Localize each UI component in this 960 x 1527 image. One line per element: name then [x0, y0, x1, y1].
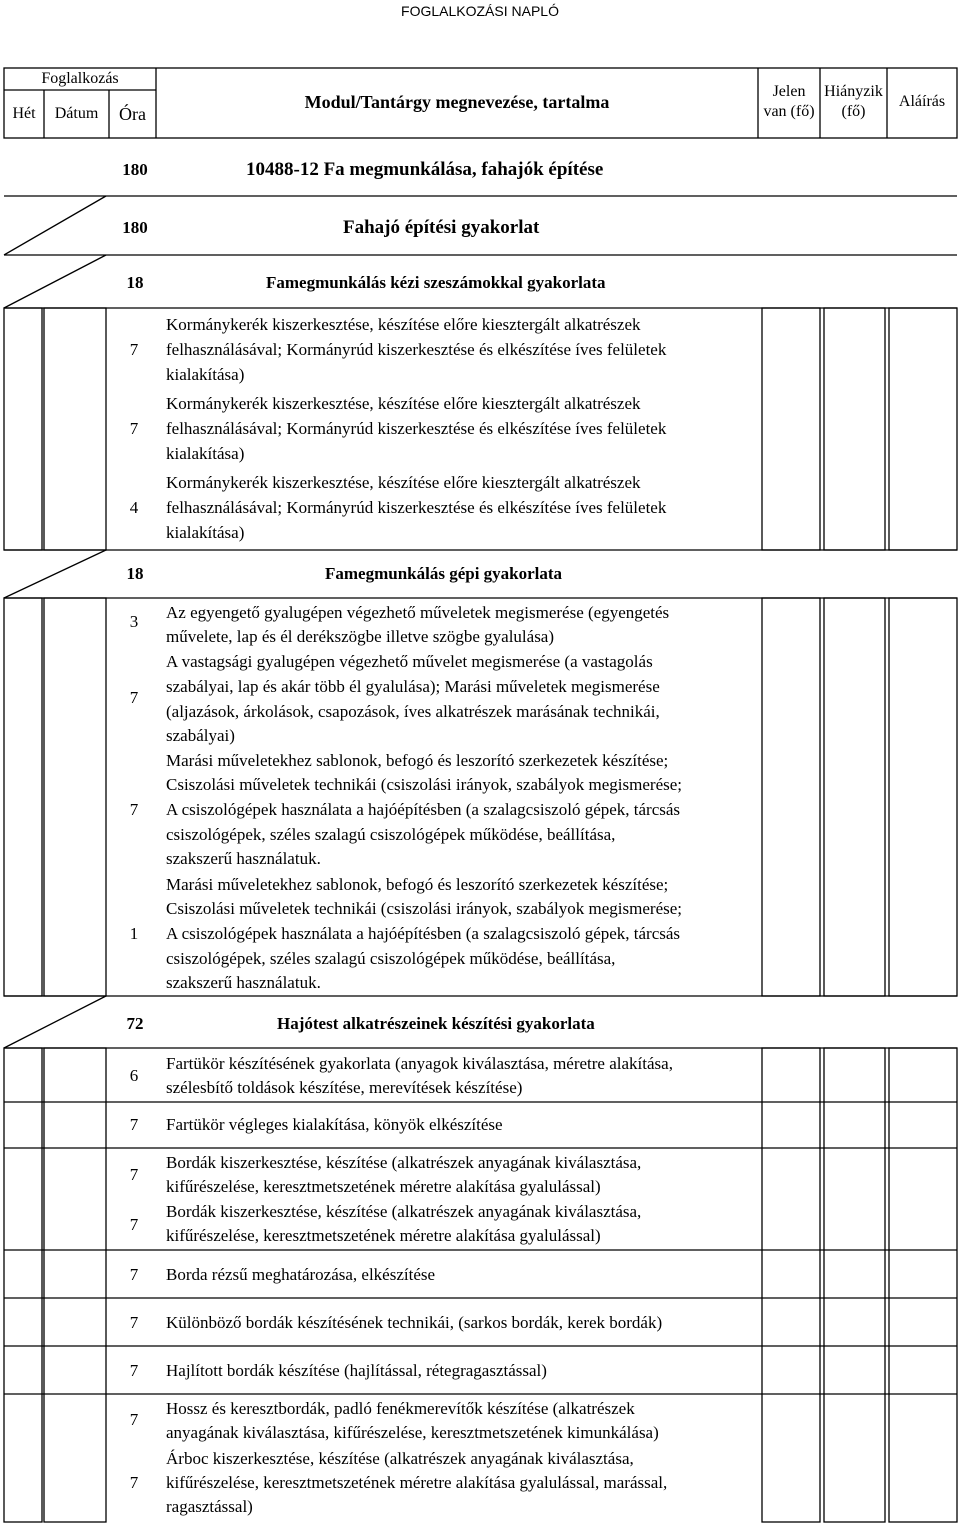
- row-text-line: felhasználásával; Kormányrúd kiszerkesztése és elkészítése íves felületek: [166, 340, 667, 359]
- topic3-hours: 72: [126, 1014, 144, 1033]
- header-hianyzik-2: (fő): [841, 103, 866, 120]
- header-alairas: Aláírás: [898, 93, 946, 110]
- row-text-line: anyagának kiválasztása, kifűrészelése, keresztmetszetének kimunkálása): [166, 1423, 659, 1442]
- row-text-line: szabályai): [166, 726, 235, 745]
- header-ora: Óra: [119, 104, 146, 124]
- row-text-line: szélesbítő toldások készítése, merevítések készítése): [166, 1078, 523, 1097]
- header-foglalkozas: Foglalkozás: [41, 70, 119, 87]
- topic2-hours: 18: [126, 564, 144, 583]
- row-hours: 7: [129, 800, 139, 819]
- row-text-line: szakszerű használatuk.: [166, 849, 321, 868]
- row-text-line: Az egyengető gyalugépen végezhető műveletek megismerése (egyengetés: [166, 603, 670, 622]
- row-hours: 6: [129, 1066, 139, 1085]
- row-text-line: Csiszolási műveletek technikái (csiszolási irányok, szabályok megismerése;: [166, 775, 682, 794]
- row-text-line: művelete, lap és él derékszögbe illetve szögbe gyalulása): [166, 627, 555, 646]
- row-hours: 7: [129, 1410, 139, 1429]
- page-title: FOGLALKOZÁSI NAPLÓ: [401, 3, 559, 19]
- row-text-line: kialakítása): [166, 365, 245, 384]
- row-text-line: Kormánykerék kiszerkesztése, készítése előre kiesztergált alkatrészek: [166, 473, 641, 492]
- row-hours: 7: [129, 1215, 139, 1234]
- header-jelen-2: van (fő): [763, 103, 815, 120]
- row-hours: 7: [129, 1165, 139, 1184]
- row-hours: 7: [129, 1473, 139, 1492]
- row-text-line: szakszerű használatuk.: [166, 973, 321, 992]
- topic2-title: Famegmunkálás gépi gyakorlata: [325, 564, 563, 583]
- topic1-hours: 18: [126, 273, 144, 292]
- row-text-line: Bordák kiszerkesztése, készítése (alkatrészek anyagának kiválasztása,: [166, 1202, 642, 1221]
- header-modul: Modul/Tantárgy megnevezése, tartalma: [304, 92, 610, 112]
- row-hours: 4: [129, 498, 139, 517]
- module-hours: 180: [122, 160, 148, 179]
- row-text-line: Hossz és keresztbordák, padló fenékmerevítők készítése (alkatrészek: [166, 1399, 635, 1418]
- row-text-line: A csiszológépek használata a hajóépítésben (a szalagcsiszoló gépek, tárcsás: [166, 924, 681, 943]
- row-text-line: Kormánykerék kiszerkesztése, készítése előre kiesztergált alkatrészek: [166, 394, 641, 413]
- row-hours: 7: [129, 340, 139, 359]
- row-text-line: Marási műveletekhez sablonok, befogó és leszorító szerkezetek készítése;: [166, 751, 669, 770]
- row-text-line: kialakítása): [166, 444, 245, 463]
- row-text-line: kifűrészelése, keresztmetszetének méretre alakítása gyalulással, marással,: [166, 1473, 668, 1492]
- row-text-line: felhasználásával; Kormányrúd kiszerkesztése és elkészítése íves felületek: [166, 498, 667, 517]
- row-text-line: Hajlított bordák készítése (hajlítással, rétegragasztással): [166, 1361, 547, 1380]
- row-hours: 7: [129, 1265, 139, 1284]
- row-hours: 7: [129, 1313, 139, 1332]
- row-text-line: Árboc kiszerkesztése, készítése (alkatrészek anyagának kiválasztása,: [166, 1449, 634, 1468]
- topic1-title: Famegmunkálás kézi szeszámokkal gyakorlata: [266, 273, 606, 292]
- row-text-line: Marási műveletekhez sablonok, befogó és leszorító szerkezetek készítése;: [166, 875, 669, 894]
- header-hianyzik-1: Hiányzik: [824, 83, 883, 100]
- header-datum: Dátum: [54, 105, 99, 122]
- row-text-line: Csiszolási műveletek technikái (csiszolási irányok, szabályok megismerése;: [166, 899, 682, 918]
- row-hours: 3: [129, 612, 139, 631]
- row-text-line: kialakítása): [166, 523, 245, 542]
- subject-hours: 180: [122, 218, 148, 237]
- row-text-line: Kormánykerék kiszerkesztése, készítése előre kiesztergált alkatrészek: [166, 315, 641, 334]
- row-text-line: Fartükör készítésének gyakorlata (anyagok kiválasztása, méretre alakítása,: [166, 1054, 673, 1073]
- row-text-line: Bordák kiszerkesztése, készítése (alkatrészek anyagának kiválasztása,: [166, 1153, 642, 1172]
- row-text-line: Fartükör végleges kialakítása, könyök elkészítése: [166, 1115, 503, 1134]
- module-title: 10488-12 Fa megmunkálása, fahajók építése: [246, 159, 604, 180]
- row-text-line: Különböző bordák készítésének technikái, (sarkos bordák, kerek bordák): [166, 1313, 663, 1332]
- row-text-line: A vastagsági gyalugépen végezhető művelet megismerése (a vastagolás: [166, 652, 653, 671]
- row-text-line: (aljazások, árkolások, csapozások, íves alkatrészek marásának technikái,: [166, 702, 660, 721]
- row-text-line: felhasználásával; Kormányrúd kiszerkesztése és elkészítése íves felületek: [166, 419, 667, 438]
- header-jelen-1: Jelen: [772, 83, 806, 100]
- row-text-line: Borda rézsű meghatározása, elkészítése: [166, 1265, 436, 1284]
- row-text-line: A csiszológépek használata a hajóépítésben (a szalagcsiszoló gépek, tárcsás: [166, 800, 681, 819]
- header-het: Hét: [12, 105, 36, 122]
- row-text-line: szabályai, lap és akár több él gyalulása); Marási műveletek megismerése: [166, 677, 660, 696]
- subject-title: Fahajó építési gyakorlat: [343, 217, 540, 238]
- row-text-line: kifűrészelése, keresztmetszetének méretre alakítása gyalulással): [166, 1226, 601, 1245]
- topic3-title: Hajótest alkatrészeinek készítési gyakorlata: [277, 1014, 595, 1033]
- row-text-line: kifűrészelése, keresztmetszetének méretre alakítása gyalulással): [166, 1177, 601, 1196]
- row-text-line: ragasztással): [166, 1497, 253, 1516]
- row-hours: 7: [129, 1361, 139, 1380]
- row-text-line: csiszológépek, széles szalagú csiszológépek működése, beállítása,: [166, 949, 616, 968]
- row-hours: 1: [129, 924, 139, 943]
- row-hours: 7: [129, 1115, 139, 1134]
- row-text-line: csiszológépek, széles szalagú csiszológépek működése, beállítása,: [166, 825, 616, 844]
- row-hours: 7: [129, 688, 139, 707]
- row-hours: 7: [129, 419, 139, 438]
